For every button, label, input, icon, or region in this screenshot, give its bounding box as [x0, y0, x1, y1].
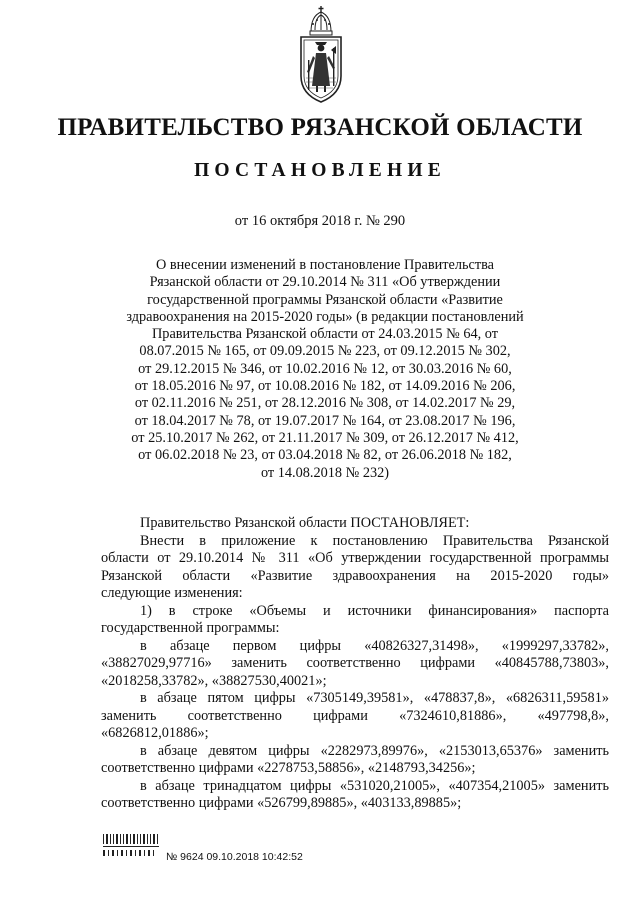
- document-subject: [110, 257, 540, 482]
- body-line: следующие изменения:: [101, 585, 243, 601]
- subject-line: государственной программы Рязанской области «Развитие: [147, 291, 503, 308]
- subject-line: О внесении изменений в постановление Правительства: [155, 257, 495, 273]
- body-line: Внести в приложение к постановлению Правительства Рязанской: [140, 532, 609, 549]
- coat-of-arms-emblem: [293, 6, 349, 104]
- body-line: в абзаце первом цифры «40826327,31498», «1999297,33782»,: [140, 637, 609, 654]
- subject-line: Правительства Рязанской области от 24.03.2015 № 64, от: [151, 326, 499, 343]
- subject-line: от 18.05.2016 № 97, от 10.08.2016 № 182, от 14.09.2016 № 206,: [134, 378, 516, 395]
- subject-line: здравоохранения на 2015-2020 годы» (в редакции постановлений: [126, 308, 524, 325]
- body-line: области от 29.10.2014 № 311 «Об утверждении государственной программы: [101, 550, 609, 566]
- paragraph-4: [101, 690, 609, 743]
- body-line: заменить соответственно цифрами «7324610,81886», «497798,8»,: [101, 707, 609, 724]
- body-line: в абзаце девятом цифры «2282973,89976», «2153013,65376» заменить: [140, 742, 609, 759]
- body-line: «38827029,97716» заменить соответственно цифрами «40845788,73803»,: [101, 655, 609, 671]
- registration-number: № 9624 09.10.2018 10:42:52: [166, 851, 303, 863]
- resolves-paragraph: [101, 515, 609, 533]
- body-line: «2018258,33782», «38827530,40021»;: [101, 672, 327, 689]
- body-line: Правительство Рязанской области ПОСТАНОВЛЯЕТ:: [140, 515, 470, 531]
- body-line: Рязанской области «Развитие здравоохранения на 2015-2020 годы»: [101, 567, 609, 584]
- body-line: соответственно цифрами «2278753,58856», «2148793,34256»;: [101, 760, 476, 776]
- document-type-title: ПОСТАНОВЛЕНИЕ: [194, 160, 446, 181]
- body-line: в абзаце пятом цифры «7305149,39581», «478837,8», «6826311,59581»: [140, 690, 609, 706]
- paragraph-2: [101, 603, 609, 638]
- body-line: 1) в строке «Объемы и источники финансирования» паспорта: [140, 602, 609, 619]
- paragraph-1: [101, 533, 609, 603]
- subject-line: от 18.04.2017 № 78, от 19.07.2017 № 164, от 23.08.2017 № 196,: [134, 412, 516, 429]
- paragraph-6: [101, 778, 609, 813]
- document-body: [101, 515, 609, 813]
- subject-line: 08.07.2015 № 165, от 09.09.2015 № 223, от 09.12.2015 № 302,: [139, 343, 511, 360]
- paragraph-5: [101, 743, 609, 778]
- subject-line: от 29.12.2015 № 346, от 10.02.2016 № 12, от 30.03.2016 № 60,: [138, 360, 512, 377]
- subject-line: от 14.08.2018 № 232): [260, 464, 390, 481]
- paragraph-3: [101, 638, 609, 691]
- document-date-number: от 16 октября 2018 г. № 290: [234, 213, 406, 229]
- body-line: в абзаце тринадцатом цифры «531020,21005», «407354,21005» заменить: [140, 777, 609, 794]
- barcode-mark: [102, 832, 160, 858]
- body-line: «6826812,01886»;: [101, 725, 209, 741]
- subject-line: от 06.02.2018 № 23, от 03.04.2018 № 82, от 26.06.2018 № 182,: [138, 447, 512, 464]
- body-line: государственной программы:: [101, 620, 280, 636]
- subject-line: от 25.10.2017 № 262, от 21.11.2017 № 309, от 26.12.2017 № 412,: [131, 429, 519, 446]
- subject-line: Рязанской области от 29.10.2014 № 311 «Об утверждении: [149, 274, 501, 291]
- organization-title: ПРАВИТЕЛЬСТВО РЯЗАНСКОЙ ОБЛАСТИ: [57, 114, 583, 141]
- subject-line: от 02.11.2016 № 251, от 28.12.2016 № 308, от 14.02.2017 № 29,: [134, 395, 516, 412]
- body-line: соответственно цифрами «526799,89885», «403133,89885»;: [101, 795, 462, 811]
